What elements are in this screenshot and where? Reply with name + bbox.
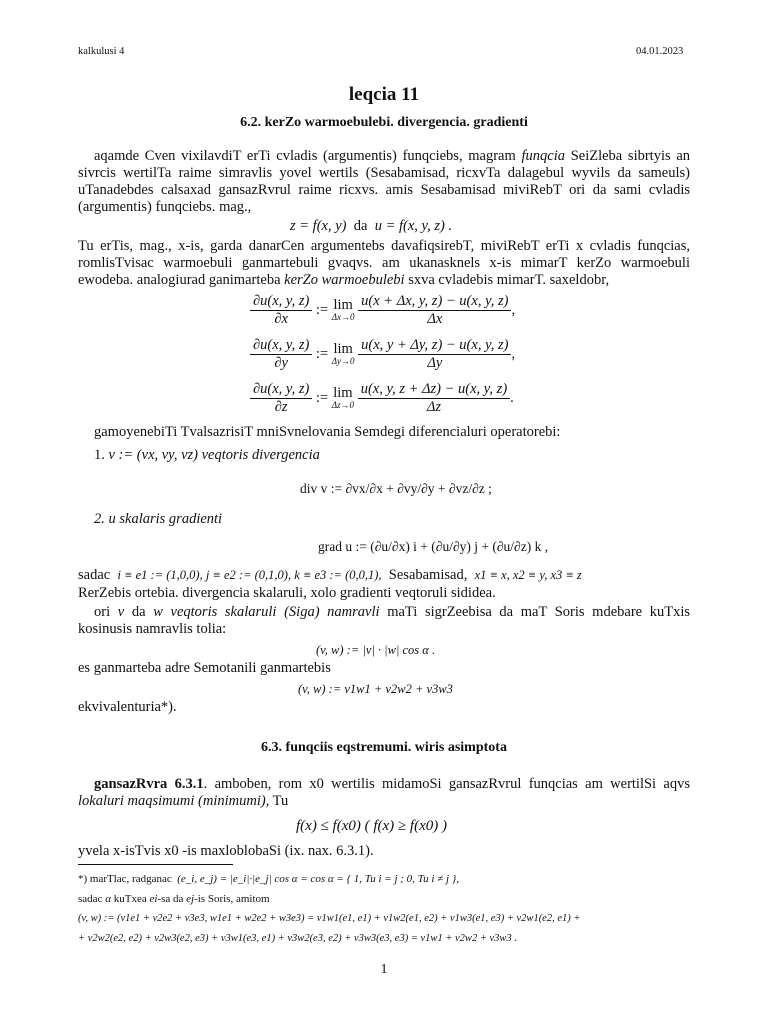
fraction-numerator: u(x, y + Δy, z) − u(x, y, z) <box>358 337 511 355</box>
assign-symbol: := <box>315 301 329 318</box>
footnote-text: sadac <box>78 893 103 905</box>
header-date: 04.01.2023 <box>636 46 684 57</box>
item-gradient: 2. u skalaris gradienti <box>94 511 223 527</box>
paragraph-text: Sesabamisad, <box>388 567 468 583</box>
paragraph-text: Tu erTis, mag., x-is, garda danarCen argumentebs davafiqsirebT, miviRebT erTi x cvladis funqcias, romlisTvisac warmoebuli ganmartebuli gvaqvs. am ukanasknels x-is mimarT kerZo warmoebuli ewodeba. analogiurad ganimarteba <box>78 238 690 288</box>
scalar-product-coords: (v, w) := v1w1 + v2w2 + v3w3 <box>298 682 453 696</box>
section-heading-6-2: 6.2. kerZo warmoebulebi. divergencia. gradienti <box>240 115 528 130</box>
equation-da: da <box>353 218 368 234</box>
footnote-divider <box>78 864 233 865</box>
item-label: veqtoris divergencia <box>201 447 320 463</box>
unit-vector-equation: i ≡ e1 := (1,0,0), j ≡ e2 := (0,1,0), k ≡ e3 := (0,0,1), <box>117 568 382 582</box>
vector-definition: v := (vx, vy, vz) <box>108 447 198 463</box>
fraction-numerator: u(x, y, z + Δz) − u(x, y, z) <box>358 381 510 399</box>
emphasis-text: veqtoris skalaruli (Siga) namravli <box>170 604 380 620</box>
paragraph-unit-vectors <box>78 567 582 584</box>
header-left: kalkulusi 4 <box>78 46 125 57</box>
item-number: 1. <box>94 447 105 463</box>
coordinate-equation: x1 ≡ x, x2 ≡ y, x3 ≡ z <box>474 568 582 582</box>
fraction-denominator: ∂x <box>274 311 288 327</box>
limit-subscript: Δy→0 <box>331 355 355 366</box>
partial-derivative-x <box>250 293 515 328</box>
paragraph-partial <box>78 238 690 289</box>
fraction-numerator: ∂u(x, y, z) <box>250 381 312 399</box>
footnote-text: *) marTlac, radganac <box>78 873 172 885</box>
assign-symbol: := <box>315 389 329 406</box>
paragraph-intro <box>78 148 690 216</box>
footnote-equation-line-1: (v, w) := (v1e1 + v2e2 + v3e3, w1e1 + w2e2 + w3e3) = v1w1(e1, e1) + v1w2(e1, e2) + v1w3(e1, e3) + v2w1(e2, e1) + <box>78 913 581 924</box>
paragraph-text: sadac <box>78 567 111 583</box>
fraction-numerator: u(x + Δx, y, z) − u(x, y, z) <box>358 293 511 311</box>
emphasis-text: funqcia <box>521 148 565 164</box>
page-number: 1 <box>380 962 388 977</box>
paragraph-equivalent: ekvivalenturia*). <box>78 699 177 715</box>
gradient-formula: grad u := (∂u/∂x) i + (∂u/∂y) j + (∂u/∂z) k , <box>318 539 549 554</box>
definition-6-3-1 <box>78 776 690 810</box>
limit-symbol: lim <box>333 340 353 357</box>
page-title: leqcia 11 <box>348 84 420 105</box>
paragraph-orts: RerZebis ortebia. divergencia skalaruli, xolo gradienti veqtoruli sididea. <box>78 585 496 601</box>
paragraph-text: sxva cvladebis mimarT. saxeldobr, <box>408 272 610 288</box>
partial-derivative-z <box>250 381 514 416</box>
section-heading-6-3: 6.3. funqciis eqstremumi. wiris asimptota <box>261 740 507 755</box>
fraction-numerator: ∂u(x, y, z) <box>250 293 312 311</box>
limit-subscript: Δx→0 <box>331 311 355 322</box>
fraction-denominator: ∂z <box>274 399 288 415</box>
extremum-inequality: f(x) ≤ f(x0) ( f(x) ≥ f(x0) ) <box>296 818 447 834</box>
equation-functions <box>290 218 452 235</box>
paragraph-text: maTi sigrZeebisa da maT Soris mdebare kuTxis kosinusis namravlis tolia: <box>78 604 691 637</box>
definition-label: gansazRvra 6.3.1 <box>94 776 204 792</box>
limit-symbol: lim <box>333 296 353 313</box>
paragraph-scalar-product <box>78 604 690 638</box>
footnote-line-1 <box>78 873 459 885</box>
assign-symbol: := <box>315 345 329 362</box>
fraction-denominator: ∂y <box>274 355 288 371</box>
fraction-denominator: Δz <box>426 399 441 415</box>
paragraph-text: da <box>131 604 146 620</box>
fraction-denominator: Δx <box>427 311 443 327</box>
scalar-product-cos: (v, w) := |v| · |w| cos α . <box>316 643 436 657</box>
divergence-formula: div v := ∂vx/∂x + ∂vy/∂y + ∂vz/∂z ; <box>300 481 492 496</box>
vector-w: w <box>153 604 163 620</box>
paragraph-text: SeiZleba sibrtyis an sivrcis wertilTa raime simravlis yovel wertils (Sesabamisad, ricxvTa dalagebul wyvils da sameuls) uTanadebdes calsaxad gansazRvrul raime ricxvs. amis Sesabamisad miviRebT ori da sami cvladis (argumentis) funqciebs. mag., <box>78 148 691 215</box>
equation-u: u = f(x, y, z) . <box>374 218 453 234</box>
paragraph-operators: gamoyenebiTi TvalsazrisiT mniSvnelovania Semdegi diferencialuri operatorebi: <box>94 424 561 440</box>
vector-ei: ei <box>149 893 158 905</box>
paragraph-text: ori <box>94 604 111 620</box>
punctuation: , <box>511 301 516 318</box>
angle-symbol: α <box>105 893 111 905</box>
fraction-numerator: ∂u(x, y, z) <box>250 337 312 355</box>
emphasis-text: kerZo warmoebulebi <box>284 272 405 288</box>
limit-subscript: Δz→0 <box>331 399 355 410</box>
footnote-text: -sa da <box>157 893 184 905</box>
fraction-denominator: Δy <box>427 355 443 371</box>
footnote-equation-line-2: + v2w2(e2, e2) + v2w3(e2, e3) + v3w1(e3, e1) + v3w2(e3, e2) + v3w3(e3, e3) = v1w1 + v2w2 + v3w3 . <box>78 933 517 944</box>
paragraph-definition: es ganmarteba adre Semotanili ganmartebis <box>78 660 331 676</box>
punctuation: , <box>511 345 516 362</box>
equation-z: z = f(x, y) <box>290 218 347 234</box>
footnote-equation: (e_i, e_j) = |e_i|·|e_j| cos α = cos α = { 1, Tu i = j ; 0, Tu i ≠ j }, <box>177 873 459 885</box>
paragraph-neighborhood: yvela x-isTvis x0 -is maxloblobaSi (ix. nax. 6.3.1). <box>78 843 374 859</box>
punctuation: . <box>510 389 514 406</box>
item-divergence <box>94 447 320 464</box>
footnote-line-2 <box>78 893 270 905</box>
emphasis-text: lokaluri maqsimumi (minimumi) <box>78 793 266 809</box>
paragraph-text: . amboben, rom x0 wertilis midamoSi gansazRvrul funqcias am wertilSi aqvs <box>203 776 690 792</box>
limit-symbol: lim <box>333 384 353 401</box>
paragraph-text: , Tu <box>265 793 289 809</box>
footnote-text: kuTxea <box>113 893 147 905</box>
partial-derivative-y <box>250 337 515 372</box>
vector-v: v <box>117 604 125 620</box>
vector-ej: ej <box>186 893 195 905</box>
paragraph-text: aqamde Cven vixilavdiT erTi cvladis (argumentis) funqciebs, magram <box>94 148 516 164</box>
footnote-text: -is Soris, amitom <box>194 893 270 905</box>
